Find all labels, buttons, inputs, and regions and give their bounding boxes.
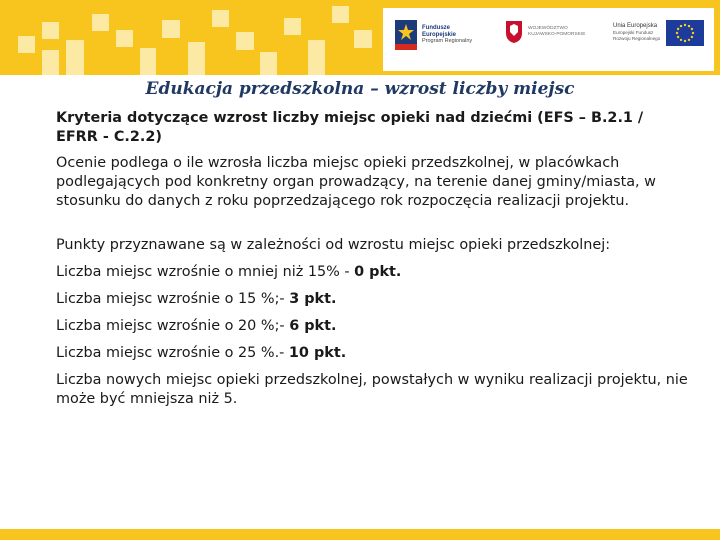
logos-panel xyxy=(383,8,714,71)
footer-band xyxy=(0,529,720,540)
header-band xyxy=(0,0,720,75)
scoring-line xyxy=(56,290,688,309)
scoring-points: 3 pkt. xyxy=(289,291,337,307)
decor-square xyxy=(284,18,301,35)
wp-logo-line: KUJAWSKO-POMORSKIE xyxy=(528,32,586,37)
criteria-heading: Kryteria dotyczące wzrost liczby miejsc opieki nad dziećmi (EFS – B.2.1 / EFRR - C.2.2) xyxy=(56,110,644,145)
scoring-points: 0 pkt. xyxy=(354,264,402,280)
decor-square xyxy=(212,10,229,27)
scoring-line xyxy=(56,317,688,336)
scoring-line xyxy=(56,263,688,282)
final-note: Liczba nowych miejsc opieki przedszkolnej, powstałych w wyniku realizacji projektu, nie może być mniejsza niż 5. xyxy=(56,372,688,407)
ue-logo-line: Europejski Fundusz xyxy=(613,29,654,35)
scoring-points: 10 pkt. xyxy=(288,345,347,361)
slide-content xyxy=(56,109,688,409)
wp-logo-line: WOJEWÓDZTWO xyxy=(528,25,568,31)
assessment-paragraph: Ocenie podlega o ile wzrosła liczba miejsc opieki przedszkolnej, w placówkach podlegających pod konkretny organ prowadzący, na terenie danej gminy/miasta, w stosunku do danych z roku poprzedzającego rok rozpoczęcia realizacji projektu. xyxy=(56,155,656,209)
scoring-text: Liczba miejsc wzrośnie o 25 %.- xyxy=(56,345,289,361)
scoring-text: Liczba miejsc wzrośnie o mniej niż 15% - xyxy=(56,264,355,280)
scoring-text: Liczba miejsc wzrośnie o 15 %;- xyxy=(56,291,290,307)
fe-logo-line: Europejskie xyxy=(422,31,457,38)
ue-logo-line: Rozwoju Regionalnego xyxy=(613,36,661,42)
eu-flag-icon xyxy=(666,20,704,46)
regional-shield-icon xyxy=(505,20,523,44)
scoring-text: Liczba miejsc wzrośnie o 20 %;- xyxy=(56,318,290,334)
points-intro: Punkty przyznawane są w zależności od wzrostu miejsc opieki przedszkolnej: xyxy=(56,237,611,253)
decor-square xyxy=(18,36,35,53)
fe-logo-line: Program Regionalny xyxy=(422,38,473,45)
fe-star-icon xyxy=(395,20,417,50)
decor-square xyxy=(236,32,254,50)
kujawsko-pomorskie-logo xyxy=(505,20,585,44)
fundusze-europejskie-logo xyxy=(395,20,472,50)
decor-square xyxy=(42,50,59,75)
decor-square xyxy=(140,48,156,75)
decor-square xyxy=(332,6,349,23)
decor-square xyxy=(42,22,59,39)
decor-square xyxy=(188,42,205,75)
unia-europejska-logo xyxy=(613,20,704,46)
decor-square xyxy=(92,14,109,31)
decor-square xyxy=(66,40,84,75)
decor-square xyxy=(354,30,372,48)
ue-logo-line: Unia Europejska xyxy=(613,23,658,30)
scoring-points: 6 pkt. xyxy=(289,318,337,334)
decor-square xyxy=(116,30,133,47)
decor-square xyxy=(260,52,277,75)
decor-square xyxy=(162,20,180,38)
scoring-line xyxy=(56,344,688,363)
slide-title: Edukacja przedszkolna – wzrost liczby miejsc xyxy=(145,79,575,99)
fe-logo-line: Fundusze xyxy=(422,25,450,32)
decor-square xyxy=(308,40,325,75)
